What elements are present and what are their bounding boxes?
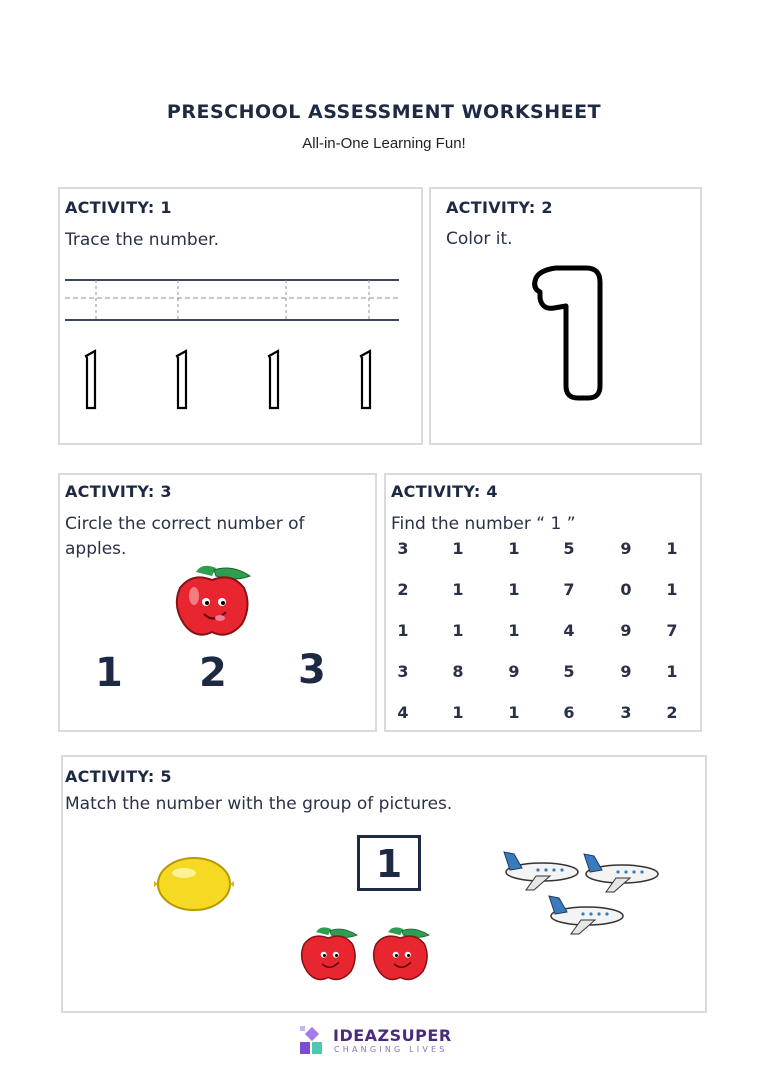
apple-count-choice-1[interactable]: 1	[95, 650, 123, 696]
apple-icon[interactable]	[370, 924, 432, 984]
activity-4-label: ACTIVITY: 4	[391, 482, 498, 501]
grid-number-cell[interactable]: 2	[397, 580, 409, 599]
grid-number-cell[interactable]: 5	[563, 662, 575, 681]
grid-number-cell[interactable]: 1	[508, 539, 520, 558]
grid-number-cell[interactable]: 0	[620, 580, 632, 599]
grid-number-cell[interactable]: 6	[563, 703, 575, 722]
grid-number-cell[interactable]: 1	[452, 621, 464, 640]
apple-icon	[172, 562, 254, 640]
grid-number-cell[interactable]: 1	[508, 703, 520, 722]
activity-3-instruction-line2: apples.	[65, 539, 127, 559]
apple-icon[interactable]	[298, 924, 360, 984]
activity-3-instruction-line1: Circle the correct number of	[65, 514, 305, 534]
grid-number-cell[interactable]: 2	[666, 703, 678, 722]
grid-number-cell[interactable]: 9	[620, 621, 632, 640]
activity-1-instruction: Trace the number.	[65, 230, 219, 250]
activity-1-label: ACTIVITY: 1	[65, 198, 172, 217]
page-title: PRESCHOOL ASSESSMENT WORKSHEET	[166, 101, 602, 123]
apple-count-choice-2[interactable]: 2	[199, 650, 227, 696]
activity-5-instruction: Match the number with the group of pictures.	[65, 794, 453, 814]
airplane-icon[interactable]	[580, 850, 662, 896]
grid-number-cell[interactable]: 1	[452, 580, 464, 599]
tracing-lines	[60, 270, 405, 420]
lemon-icon[interactable]	[152, 853, 236, 915]
grid-number-cell[interactable]: 1	[508, 621, 520, 640]
grid-number-cell[interactable]: 3	[620, 703, 632, 722]
grid-number-cell[interactable]: 1	[666, 539, 678, 558]
trace-one-shape-3[interactable]	[265, 348, 283, 412]
grid-number-cell[interactable]: 7	[563, 580, 575, 599]
page-subtitle: All-in-One Learning Fun!	[302, 135, 466, 152]
activity-2-instruction: Color it.	[446, 229, 513, 249]
grid-number-cell[interactable]: 3	[397, 662, 409, 681]
grid-number-cell[interactable]: 1	[452, 539, 464, 558]
trace-one-shape-4[interactable]	[357, 348, 375, 412]
airplane-icon[interactable]	[500, 848, 582, 894]
trace-one-shape-1[interactable]	[82, 348, 100, 412]
brand-logo-icon	[298, 1024, 328, 1056]
grid-number-cell[interactable]: 4	[397, 703, 409, 722]
match-number-box[interactable]: 1	[357, 835, 421, 891]
trace-one-shape-2[interactable]	[173, 348, 191, 412]
grid-number-cell[interactable]: 4	[563, 621, 575, 640]
grid-number-cell[interactable]: 3	[397, 539, 409, 558]
grid-number-cell[interactable]: 1	[666, 662, 678, 681]
grid-number-cell[interactable]: 9	[620, 662, 632, 681]
grid-number-cell[interactable]: 1	[666, 580, 678, 599]
brand-name: IDEAZSUPER	[333, 1026, 452, 1045]
grid-number-cell[interactable]: 9	[508, 662, 520, 681]
brand-tagline: CHANGING LIVES	[334, 1045, 448, 1054]
activity-2-label: ACTIVITY: 2	[446, 198, 553, 217]
grid-number-cell[interactable]: 5	[563, 539, 575, 558]
grid-number-cell[interactable]: 9	[620, 539, 632, 558]
grid-number-cell[interactable]: 7	[666, 621, 678, 640]
activity-5-label: ACTIVITY: 5	[65, 767, 172, 786]
activity-3-label: ACTIVITY: 3	[65, 482, 172, 501]
activity-4-instruction: Find the number “ 1 ”	[391, 514, 576, 534]
airplane-icon[interactable]	[545, 892, 627, 938]
grid-number-cell[interactable]: 1	[452, 703, 464, 722]
grid-number-cell[interactable]: 8	[452, 662, 464, 681]
grid-number-cell[interactable]: 1	[508, 580, 520, 599]
apple-count-choice-3[interactable]: 3	[298, 647, 326, 693]
outline-number-one[interactable]	[526, 262, 606, 404]
grid-number-cell[interactable]: 1	[397, 621, 409, 640]
